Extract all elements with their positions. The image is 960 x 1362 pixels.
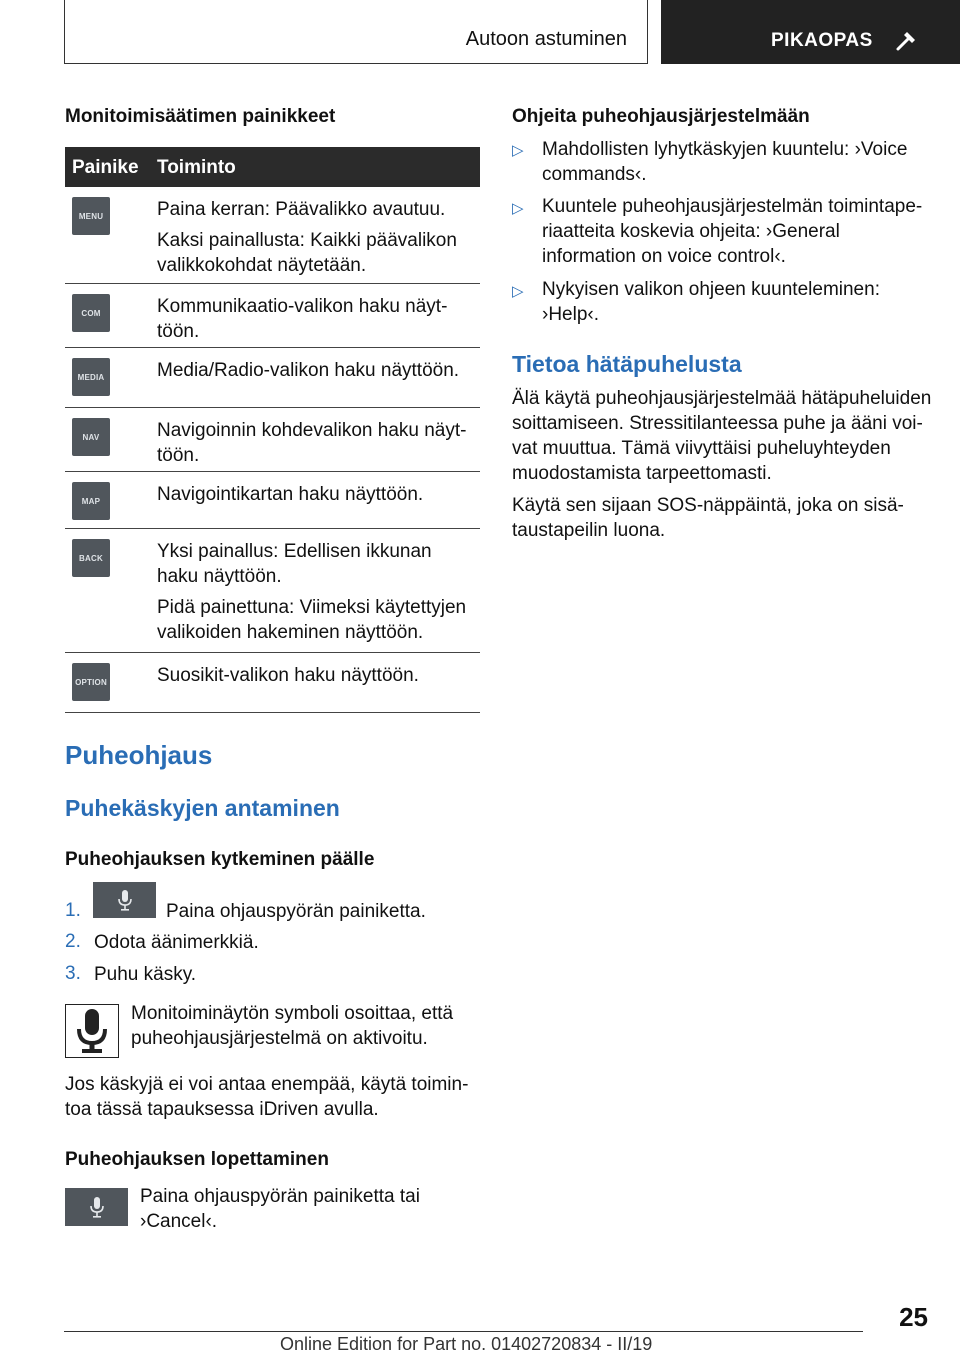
step-number: 2. [65,931,81,952]
row-text: Yksi painallus: Edellisen ikkunan haku näyttöön. [157,541,432,587]
row-text: Paina kerran: Päävalikko avautuu. [157,199,446,220]
emergency-title: Tietoa hätäpuhelusta [512,351,742,377]
row-text: Media/Radio-valikon haku näyttöön. [157,360,460,381]
buttons-table [65,147,480,713]
list-bullet-icon: ▷ [512,200,524,217]
header-section-box [64,0,648,64]
table-row [65,284,480,348]
microphone-icon [115,888,135,912]
table-row [65,472,480,529]
voice-off-text: Paina ohjauspyörän painiketta tai ›Cancel‹. [140,1186,420,1232]
com-button-icon: COM [72,294,110,332]
table-row [65,408,480,472]
header-chapter-title: PIKAOPAS [771,30,873,51]
row-text: Navigointikartan haku näyttöön. [157,484,424,505]
list-bullet-icon: ▷ [512,142,524,159]
media-button-icon: MEDIA [72,358,110,396]
steering-mic-button-icon [65,1188,128,1226]
option-button-icon: OPTION [72,663,110,701]
page-number: 25 [899,1302,928,1332]
header-chapter-box [661,0,960,64]
microphone-icon [74,1007,110,1055]
voice-off-heading: Puheohjauksen lopettaminen [65,1149,329,1170]
footer-divider [64,1331,863,1332]
emergency-paragraph: Älä käytä puheohjausjärjestelmää hätäpuheluiden soittamiseen. Stressitilanteessa puhe ja ääni voi-vat muuttua. Tämä viivyttäisi puheluyhteyden muodostamista tarpeettomasti. [512,388,932,484]
fallback-text: Jos käskyjä ei voi antaa enempää, käytä toimin-toa tässä tapauksessa iDriven avulla. [65,1074,469,1120]
col-header-function: Toiminto [157,157,236,178]
help-item: Mahdollisten lyhytkäskyjen kuuntelu: ›Voice commands‹. [542,139,908,185]
table-row [65,529,480,653]
menu-button-icon: MENU [72,197,110,235]
step-number: 1. [65,900,81,921]
symbol-note: Monitoiminäytön symboli osoittaa, että puheohjausjärjestelmä on aktivoitu. [131,1003,454,1049]
quick-guide-icon [895,28,919,52]
back-button-icon: BACK [72,539,110,577]
help-item: Nykyisen valikon ohjeen kuunteleminen: ›Help‹. [542,279,880,325]
row-text: Navigoinnin kohdevalikon haku näyt-töön. [157,420,467,466]
help-heading: Ohjeita puheohjausjärjestelmään [512,106,810,127]
list-bullet-icon: ▷ [512,283,524,300]
nav-button-icon: NAV [72,418,110,456]
col-header-button: Painike [72,157,139,178]
map-button-icon: MAP [72,482,110,520]
table-row [65,187,480,284]
table-row [65,348,480,408]
table-header [65,147,480,187]
table-row [65,653,480,713]
row-text: Pidä painettuna: Viimeksi käytettyjen valikoiden hakeminen näyttöön. [157,597,467,643]
header-section-title: Autoon astuminen [465,28,627,50]
row-text: Kommunikaatio-valikon haku näyt-töön. [157,296,448,342]
display-mic-symbol [65,1004,119,1058]
edition-info: Online Edition for Part no. 01402720834 - II/19 [280,1334,653,1354]
voice-title: Puheohjaus [65,740,213,770]
row-text: Suosikit-valikon haku näyttöön. [157,665,419,686]
step-number: 3. [65,963,81,984]
emergency-paragraph: Käytä sen sijaan SOS-näppäintä, joka on sisä-taustapeilin luona. [512,495,904,541]
buttons-section-title: Monitoimisäätimen painikkeet [65,106,336,127]
steering-mic-button-icon [93,882,156,918]
microphone-icon [87,1195,107,1219]
voice-on-heading: Puheohjauksen kytkeminen päälle [65,849,375,870]
row-text: Kaksi painallusta: Kaikki päävalikon valikkokohdat näytetään. [157,230,457,276]
step-text: Paina ohjauspyörän painiketta. [166,901,426,922]
step-text: Odota äänimerkkiä. [94,932,259,953]
step-text: Puhu käsky. [94,964,197,985]
voice-subtitle: Puhekäskyjen antaminen [65,795,340,821]
help-item: Kuuntele puheohjausjärjestelmän toimintape-riaatteita koskevia ohjeita: ›General information on voice control‹. [542,196,923,267]
